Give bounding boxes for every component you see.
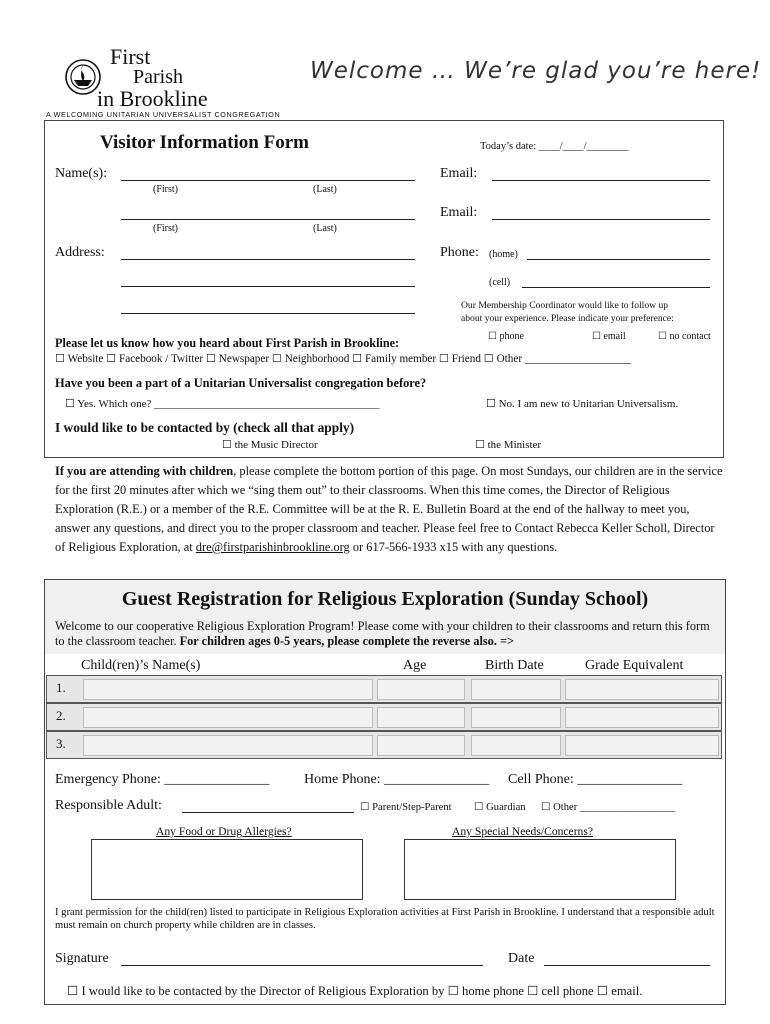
children-para-end: or 617-566-1933 x15 with any questions. <box>349 540 558 554</box>
heard-question: Please let us know how you heard about First Parish in Brookline: <box>55 336 400 350</box>
cell-phone-hint: (cell) <box>489 277 511 288</box>
child-name-cell[interactable] <box>83 707 373 728</box>
children-info-paragraph <box>55 462 723 557</box>
uu-no-checkbox[interactable]: ☐ No. I am new to Unitarian Universalism. <box>486 398 679 410</box>
home-phone-hint: (home) <box>489 249 518 260</box>
guest-registration-title: Guest Registration for Religious Exploration (Sunday School) <box>121 588 649 610</box>
todays-date-field[interactable]: Today’s date: ____/____/________ <box>480 141 629 152</box>
row-number: 3. <box>56 736 66 751</box>
child-age-cell[interactable] <box>377 735 465 756</box>
emergency-phone-field[interactable]: Emergency Phone: _______________ <box>55 772 270 787</box>
child-age-cell[interactable] <box>377 707 465 728</box>
last-name-hint: (Last) <box>313 184 337 195</box>
first-name-hint: (First) <box>153 223 178 234</box>
permission-statement: I grant permission for the child(ren) listed to participate in Religious Exploration activities at First Parish in Brookline. I understand that a responsible adult must remain on church property while children are in classes. <box>55 907 715 931</box>
contact-music-director-checkbox[interactable]: ☐ the Music Director <box>222 439 318 451</box>
guest-intro-bold: For children ages 0-5 years, please complete the reverse also. => <box>179 634 514 648</box>
uu-question: Have you been a part of a Unitarian Universalist congregation before? <box>55 376 427 390</box>
logo-brookline: in Brookline <box>97 86 208 111</box>
contact-dre-checkbox[interactable]: ☐ I would like to be contacted by the Director of Religious Exploration by ☐ home phone ☐ cell phone ☐ email. <box>67 984 643 998</box>
last-name-hint: (Last) <box>313 223 337 234</box>
signature-label: Signature <box>55 951 109 966</box>
responsible-adult-field[interactable] <box>182 812 354 813</box>
child-row-3 <box>46 731 722 759</box>
logo-tagline: A WELCOMING UNITARIAN UNIVERSALIST CONGREGATION <box>46 110 281 119</box>
names-label: Name(s): <box>55 166 108 181</box>
child-name-cell[interactable] <box>83 679 373 700</box>
pref-no-contact-checkbox[interactable]: ☐ no contact <box>658 331 711 342</box>
membership-note-1: Our Membership Coordinator would like to follow up <box>461 300 669 311</box>
responsible-adult-label: Responsible Adult: <box>55 798 162 813</box>
child-row-1 <box>46 675 722 703</box>
cell-phone-field[interactable]: Cell Phone: _______________ <box>508 772 683 787</box>
child-name-cell[interactable] <box>83 735 373 756</box>
child-grade-cell[interactable] <box>565 707 719 728</box>
dre-email-link[interactable]: dre@firstparishinbrookline.org <box>195 540 350 554</box>
allergies-label: Any Food or Drug Allergies? <box>156 825 292 838</box>
parent-checkbox[interactable]: ☐ Parent/Step-Parent <box>360 802 452 813</box>
child-age-cell[interactable] <box>377 679 465 700</box>
children-para-lead: If you are attending with children <box>55 464 234 478</box>
special-needs-textarea[interactable] <box>404 839 676 900</box>
child-grade-cell[interactable] <box>565 679 719 700</box>
email-label: Email: <box>440 166 478 181</box>
membership-note-2: about your experience. Please indicate your preference: <box>461 313 674 324</box>
special-needs-label: Any Special Needs/Concerns? <box>452 825 594 838</box>
uu-yes-checkbox[interactable]: ☐ Yes. Which one? _________________________________________ <box>65 398 380 410</box>
col-birth-date: Birth Date <box>485 658 544 673</box>
cell-phone-field[interactable] <box>522 287 710 288</box>
logo-first: First <box>110 44 151 69</box>
child-birth-cell[interactable] <box>471 707 561 728</box>
visitor-form-title: Visitor Information Form <box>100 132 309 153</box>
address-label: Address: <box>55 245 105 260</box>
other-checkbox[interactable]: ☐ Other __________________ <box>541 802 676 813</box>
date-label: Date <box>508 951 535 966</box>
children-para-text: , please complete the bottom portion of this page. On most Sundays, our children are in the service for the first 20 minutes after which we “sing them out” to their classrooms. When this time comes, the Director of Religious Exploration (R.E.) or a member of the R.E. Committee will be at the R. E. Bulletin Board at the end of the hallway to meet you, answer any questions, and direct you to the proper classroom and teacher. Please feel free to Contact Rebecca Keller Scholl, Director of Religious Exploration, at <box>55 464 723 554</box>
name-field-2[interactable] <box>121 219 415 220</box>
col-age: Age <box>403 658 427 673</box>
guest-intro <box>55 619 721 649</box>
guardian-checkbox[interactable]: ☐ Guardian <box>474 802 526 813</box>
email-label: Email: <box>440 205 478 220</box>
contact-minister-checkbox[interactable]: ☐ the Minister <box>475 439 542 451</box>
address-field-1[interactable] <box>121 259 415 260</box>
first-name-hint: (First) <box>153 184 178 195</box>
logo-parish: Parish <box>133 66 183 88</box>
row-number: 1. <box>56 680 66 695</box>
email-field-2[interactable] <box>492 219 710 220</box>
col-child-name: Child(ren)’s Name(s) <box>81 658 201 673</box>
child-grade-cell[interactable] <box>565 735 719 756</box>
welcome-banner: Welcome … We’re glad you’re here! <box>310 58 762 84</box>
child-row-2 <box>46 703 722 731</box>
heard-options[interactable]: ☐ Website ☐ Facebook / Twitter ☐ Newspaper ☐ Neighborhood ☐ Family member ☐ Friend ☐ Other ___________________ <box>55 353 632 365</box>
name-field-1[interactable] <box>121 180 415 181</box>
home-phone-field[interactable] <box>527 259 710 260</box>
col-grade: Grade Equivalent <box>585 658 684 673</box>
signature-field[interactable] <box>121 965 483 966</box>
email-field-1[interactable] <box>492 180 710 181</box>
home-phone-field[interactable]: Home Phone: _______________ <box>304 772 490 787</box>
guest-intro-text: Welcome to our cooperative Religious Exploration Program! Please come with your children to their classrooms and return this form to the classroom teacher. <box>55 619 710 648</box>
address-field-3[interactable] <box>121 313 415 314</box>
address-field-2[interactable] <box>121 286 415 287</box>
contact-question: I would like to be contacted by (check all that apply) <box>55 420 355 435</box>
phone-label: Phone: <box>440 245 479 260</box>
allergies-textarea[interactable] <box>91 839 363 900</box>
pref-email-checkbox[interactable]: ☐ email <box>592 331 626 342</box>
date-field[interactable] <box>544 965 710 966</box>
child-birth-cell[interactable] <box>471 679 561 700</box>
pref-phone-checkbox[interactable]: ☐ phone <box>488 331 524 342</box>
child-birth-cell[interactable] <box>471 735 561 756</box>
row-number: 2. <box>56 708 66 723</box>
